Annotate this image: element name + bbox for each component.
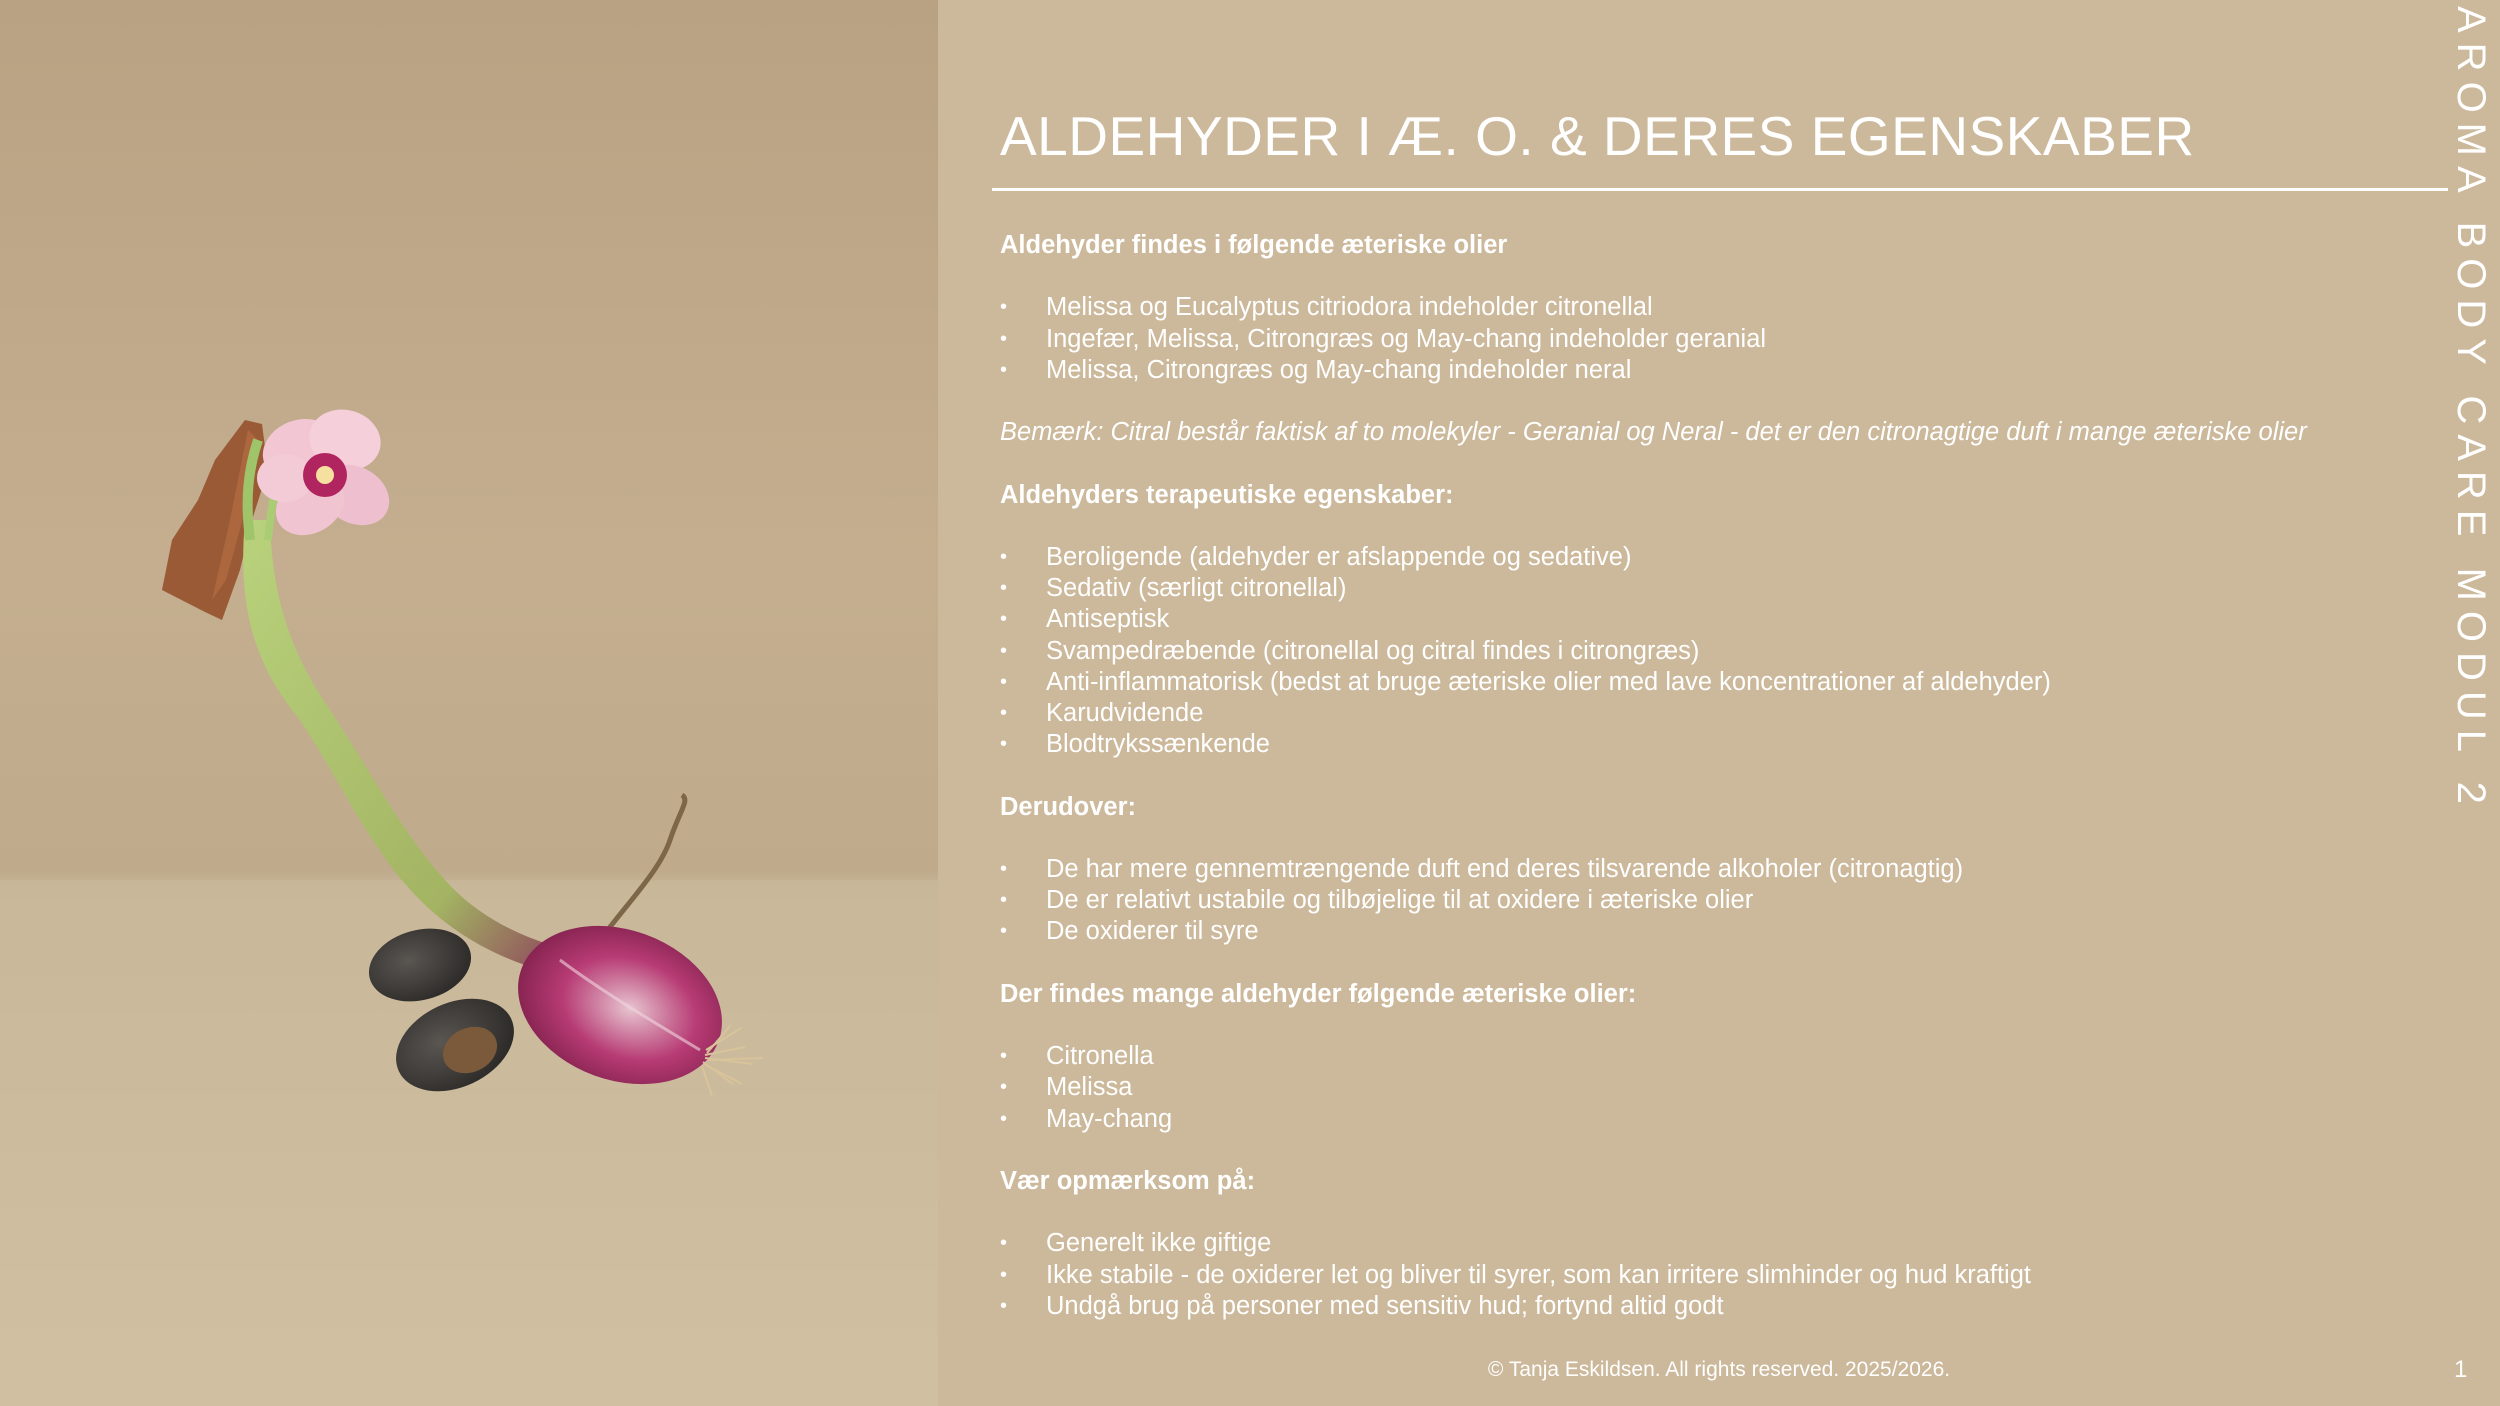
bullet-list bbox=[1000, 292, 2420, 386]
list-item: • Ingefær, Melissa, Citrongræs og May-chang indeholder geranial bbox=[1000, 324, 2420, 355]
title-divider bbox=[992, 188, 2448, 191]
flower-onion-photo bbox=[0, 0, 938, 1406]
content-panel bbox=[938, 0, 2500, 1406]
list-item: • Sedativ (særligt citronellal) bbox=[1000, 573, 2420, 604]
section-heading: Vær opmærksom på: bbox=[1000, 1166, 1256, 1195]
slide-body bbox=[1000, 230, 2420, 1322]
list-item: • De oxiderer til syre bbox=[1000, 916, 2420, 947]
module-banner: AROMA BODY CARE MODUL 2 bbox=[2449, 6, 2493, 814]
list-item: • Antiseptisk bbox=[1000, 604, 2420, 635]
list-item: • Blodtrykssænkende bbox=[1000, 729, 2420, 760]
pink-flower bbox=[254, 402, 400, 548]
list-item: • Melissa bbox=[1000, 1072, 2420, 1103]
section-heading: Der findes mange aldehyder følgende æteriske olier: bbox=[1000, 979, 1637, 1008]
section-heading: Derudover: bbox=[1000, 792, 1137, 821]
list-item: • May-chang bbox=[1000, 1104, 2420, 1135]
list-item: • Anti-inflammatorisk (bedst at bruge æteriske olier med lave koncentrationer af aldehyder) bbox=[1000, 667, 2420, 698]
list-item: • Undgå brug på personer med sensitiv hud; fortynd altid godt bbox=[1000, 1291, 2420, 1322]
slide-title: ALDEHYDER I Æ. O. & DERES EGENSKABER bbox=[1000, 105, 2195, 167]
still-life-illustration bbox=[0, 0, 938, 1406]
list-item: • De har mere gennemtrængende duft end deres tilsvarende alkoholer (citronagtig) bbox=[1000, 854, 2420, 885]
note-text: Bemærk: Citral består faktisk af to molekyler - Geranial og Neral - det er den citronagtige duft i mange æteriske olier bbox=[1000, 418, 2307, 447]
list-item: • Generelt ikke giftige bbox=[1000, 1228, 2420, 1259]
list-item: • Ikke stabile - de oxiderer let og bliver til syrer, som kan irritere slimhinder og hud kraftigt bbox=[1000, 1260, 2420, 1291]
copyright-footer: © Tanja Eskildsen. All rights reserved. 2025/2026. bbox=[1487, 1358, 1951, 1381]
list-item: • Karudvidende bbox=[1000, 698, 2420, 729]
bullet-list bbox=[1000, 1041, 2420, 1135]
list-item: • De er relativt ustabile og tilbøjelige til at oxidere i æteriske olier bbox=[1000, 885, 2420, 916]
page-number: 1 bbox=[2454, 1356, 2468, 1383]
list-item: • Beroligende (aldehyder er afslappende og sedative) bbox=[1000, 542, 2420, 573]
section-heading: Aldehyder findes i følgende æteriske olier bbox=[1000, 231, 1508, 259]
bullet-list bbox=[1000, 542, 2420, 760]
list-item: • Citronella bbox=[1000, 1041, 2420, 1072]
list-item: • Svampedræbende (citronellal og citral findes i citrongræs) bbox=[1000, 636, 2420, 667]
bullet-list bbox=[1000, 854, 2420, 948]
list-item: • Melissa, Citrongræs og May-chang indeholder neral bbox=[1000, 355, 2420, 386]
list-item: • Melissa og Eucalyptus citriodora indeholder citronellal bbox=[1000, 292, 2420, 323]
section-heading: Aldehyders terapeutiske egenskaber: bbox=[1000, 480, 1454, 509]
bullet-list bbox=[1000, 1228, 2420, 1322]
